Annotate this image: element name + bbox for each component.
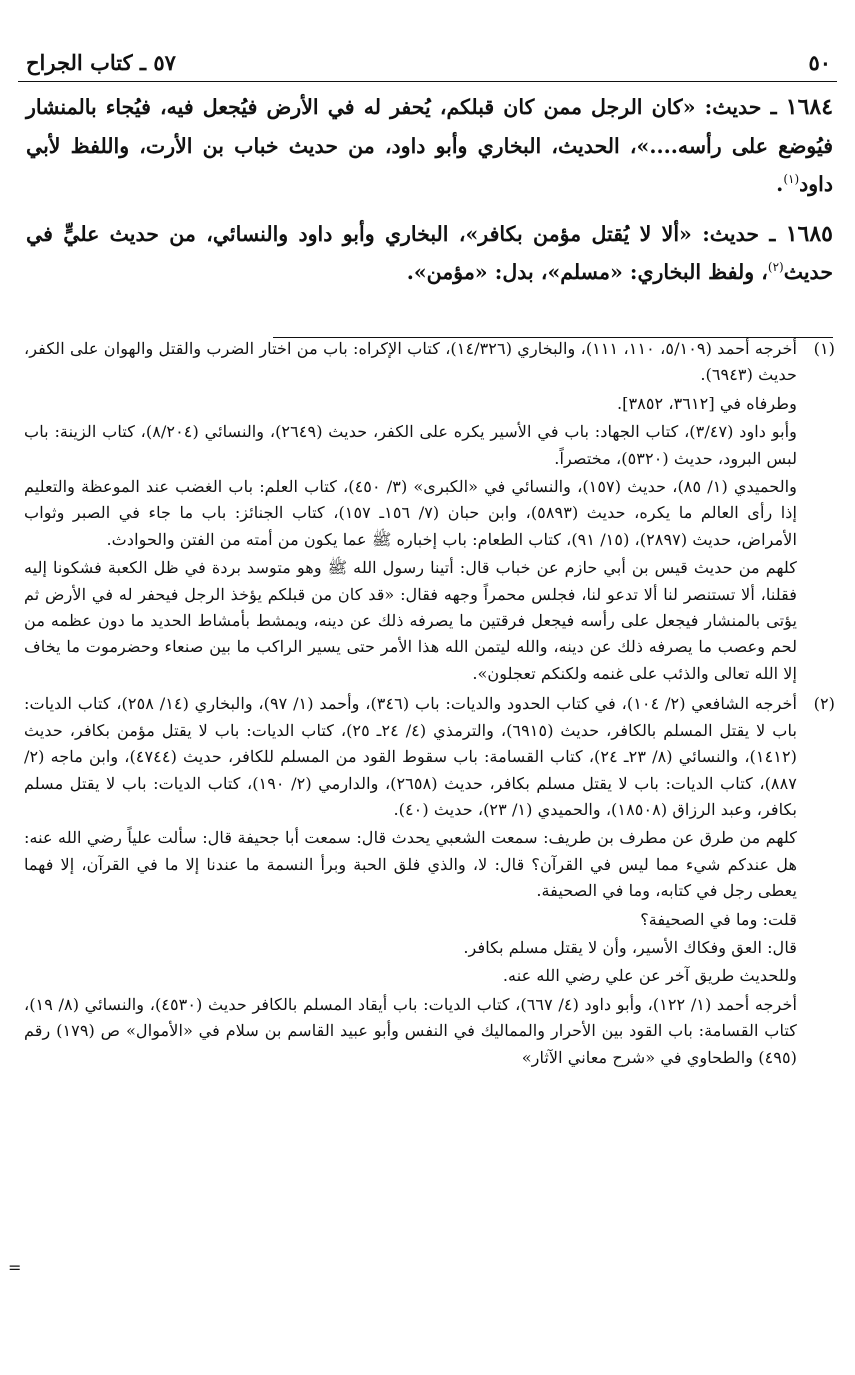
footnote-ref[interactable]: (١) bbox=[783, 172, 800, 187]
hadith-1685 bbox=[26, 215, 833, 292]
hadith-text-end: ، ولفظ البخاري: «مسلم»، بدل: «مؤمن». bbox=[406, 260, 768, 284]
footnote-paragraph: كلهم من طرق عن مطرف بن طريف: سمعت الشعبي يحدث قال: سمعت أبا جحيفة قال: سألت علياً رضي الله عنه: هل عندكم شيء مما ليس في القرآن؟ قال: لا، والذي فلق الحبة وبرأ النسمة ما عندنا إلا ما في القرآن، إلا فهما يعطى رجل في كتابه، وما في الصحيفة. bbox=[24, 828, 797, 901]
page-number: ٥٠ bbox=[808, 50, 831, 75]
footnote-paragraph: أخرجه الشافعي (٢/ ١٠٤)، في كتاب الحدود والديات: باب (٣٤٦)، وأحمد (١/ ٩٧)، والبخاري (١٤/ ٢٥٨)، كتاب الديات: باب لا يقتل المسلم بالكافر، حديث (٦٩١٥)، والترمذي (٤/ ٢٤ـ ٢٥)، كتاب الديات: باب لا يقتل مؤمن بكافر، حديث (١٤١٢)، والنسائي (٨/ ٢٣ـ ٢٤)، كتاب القسامة: باب سقوط القود من المسلم للكافر، حديث (٤٧٤٤)، وابن ماجه (٢/ ٨٨٧)، كتاب الديات: باب لا يقتل مسلم بكافر، حديث (٢٦٥٨)، والدارمي (٢/ ١٩٠)، كتاب الديات: باب لا يقتل مسلم بكافر، وعبد الرزاق (١٨٥٠٨)، والحميدي (١/ ٢٣)، حديث (٤٠). bbox=[24, 694, 797, 819]
footnote-paragraph: وأبو داود (٣/٤٧)، كتاب الجهاد: باب في الأسير يكره على الكفر، حديث (٢٦٤٩)، والنسائي (٨/٢٠٤)، كتاب الزينة: باب لبس البرود، حديث (٥٣٢٠)، مختصراً. bbox=[24, 422, 797, 468]
footnote-1 bbox=[24, 336, 835, 687]
footnote-paragraph: كلهم من حديث قيس بن أبي حازم عن خباب قال: أتينا رسول الله ﷺ وهو متوسد بردة في ظل الكعبة فشكونا إليه فقلنا، ألا تستنصر لنا ألا تدعو لنا، فجلس محمراً وجهه فقال: «قد كان من قبلكم يؤخذ الرجل فيحفر له في الأرض ثم يؤتى بالمنشار فيجعل على رأسه فيجعل فرقتين ما يصرفه ذلك عن دينه، ويمشط بأمشاط الحديد ما دون عظمه من لحم وعصب ما يصرفه ذلك عن دينه، والله ليتمن الله هذا الأمر حتى يسير الراكب ما بين صنعاء وحضرموت ما يخاف إلا الله تعالى والذئب على غنمه ولكنكم تعجلون». bbox=[24, 558, 797, 683]
footnote-body bbox=[24, 336, 797, 687]
hadith-number: ١٦٨٤ bbox=[785, 94, 834, 120]
footnote-number: (١) bbox=[813, 339, 835, 358]
page-header bbox=[18, 50, 837, 82]
continuation-mark: = bbox=[8, 1258, 22, 1277]
footnote-paragraph: قلت: وما في الصحيفة؟ bbox=[640, 909, 797, 929]
hadith-text: ـ حديث: «كان الرجل ممن كان قبلكم، يُحفر له في الأرض فيُجعل فيه، فيُجاء بالمنشار فيُوضع على رأسه....»، الحديث، البخاري وأبو داود، من حديث خباب بن الأرت، واللفظ لأبي داود bbox=[26, 95, 833, 196]
footnote-paragraph: أخرجه أحمد (٥/١٠٩، ١١٠، ١١١)، والبخاري (١٤/٣٢٦)، كتاب الإكراه: باب من اختار الضرب والقتل والهوان على الكفر، حديث (٦٩٤٣). bbox=[24, 339, 798, 385]
hadith-number: ١٦٨٥ bbox=[785, 220, 833, 247]
main-text bbox=[26, 88, 833, 292]
footnote-2 bbox=[24, 691, 835, 1071]
hadith-text: ـ حديث: «ألا لا يُقتل مؤمن بكافر»، البخاري وأبو داود والنسائي، من حديث عليٍّ في حديث bbox=[26, 221, 833, 284]
footnote-paragraph: قال: العق وفكاك الأسير، وأن لا يقتل مسلم بكافر. bbox=[463, 937, 797, 957]
header-rule bbox=[18, 81, 837, 82]
hadith-1684 bbox=[26, 88, 833, 204]
footnote-paragraph: وطرفاه في [٣٦١٢، ٣٨٥٢]. bbox=[616, 393, 797, 413]
footnote-paragraph: وللحديث طريق آخر عن علي رضي الله عنه. bbox=[502, 966, 797, 986]
footnote-paragraph: أخرجه أحمد (١/ ١٢٢)، وأبو داود (٤/ ٦٦٧)، كتاب الديات: باب أيقاد المسلم بالكافر حديث (٤٥٣٠)، والنسائي (٨/ ١٩)، كتاب القسامة: باب القود بين الأحرار والمماليك في النفس وأبو عبيد القاسم بن سلام في «الأموال» ص (١٧٩) رقم (٤٩٥) والطحاوي في «شرح معاني الآثار» bbox=[24, 994, 798, 1067]
running-title: ٥٧ ـ كتاب الجراح bbox=[26, 50, 176, 75]
footnote-paragraph: والحميدي (١/ ٨٥)، حديث (١٥٧)، والنسائي في «الكبرى» (٣/ ٤٥٠)، كتاب العلم: باب الغضب عند الموعظة والتعليم إذا رأى العالم ما يكره، حديث (٥٨٩٣)، وابن حبان (٧/ ١٥٦ـ ١٥٧)، كتاب الجنائز: باب ما جاء في الصبر وثواب الأمراض، حديث (٢٨٩٧)، (١٥/ ٩١)، كتاب الطعام: باب إخباره ﷺ عما يكون من أمته من الفتن والحوادث. bbox=[24, 477, 797, 549]
footnote-number: (٢) bbox=[813, 694, 835, 714]
footnote-ref[interactable]: (٢) bbox=[767, 260, 784, 275]
footnote-body bbox=[24, 691, 797, 1071]
hadith-text-end: . bbox=[776, 172, 784, 196]
footnotes bbox=[24, 336, 835, 1071]
